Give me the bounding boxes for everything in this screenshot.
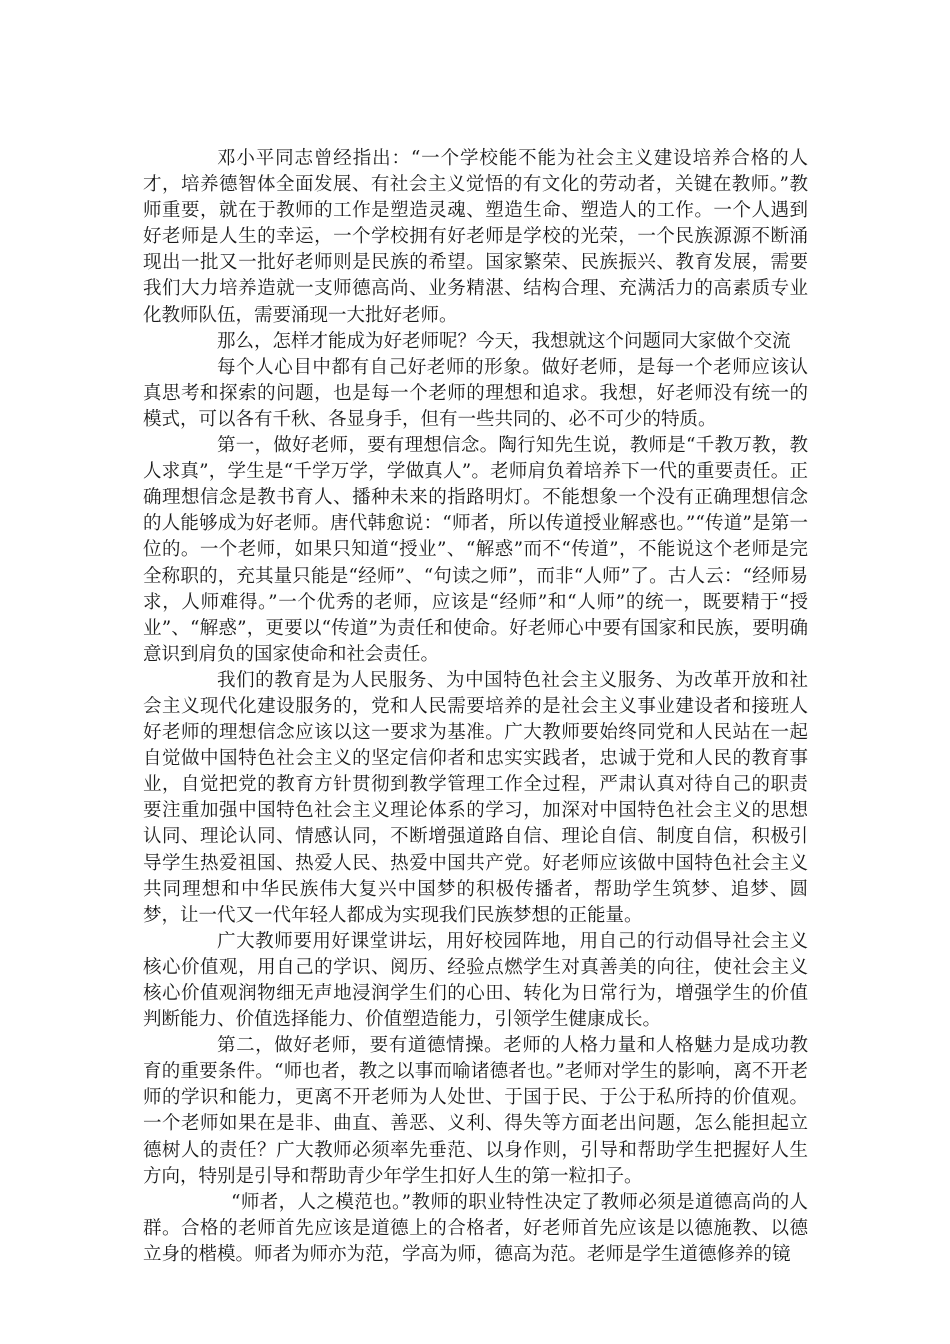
paragraph-3: 每个人心目中都有自己好老师的形象。做好老师，是每一个老师应该认真思考和探索的问题，也是每一个老师的理想和追求。我想，好老师没有统一的模式，可以各有千秋、各显身手，但有一些共同的、必不可少的特质。 (143, 356, 808, 430)
paragraph-7: 第二，做好老师，要有道德情操。老师的人格力量和人格魅力是成功教育的重要条件。“师也者，教之以事而喻诸德者也。”老师对学生的影响，离不开老师的学识和能力，更离不开老师为人处世、于国于民、于公于私所持的价值观。一个老师如果在是非、曲直、善恶、义利、得失等方面老出问题，怎么能担起立德树人的责任？广大教师必须率先垂范、以身作则，引导和帮助学生把握好人生方向，特别是引导和帮助青少年学生扣好人生的第一粒扣子。 (143, 1035, 808, 1187)
paragraph-8: “师者，人之模范也。”教师的职业特性决定了教师必须是道德高尚的人群。合格的老师首先应该是道德上的合格者，好老师首先应该是以德施教、以德立身的楷模。师者为师亦为范，学高为师，德高为范。老师是学生道德修养的镜 (143, 1191, 808, 1265)
paragraph-2: 那么，怎样才能成为好老师呢？今天，我想就这个问题同大家做个交流 (217, 330, 791, 352)
document-body (143, 146, 808, 1268)
paragraph-6: 广大教师要用好课堂讲坛，用好校园阵地，用自己的行动倡导社会主义核心价值观，用自己的学识、阅历、经验点燃学生对真善美的向往，使社会主义核心价值观润物细无声地浸润学生们的心田、转化为日常行为，增强学生的价值判断能力、价值选择能力、价值塑造能力，引领学生健康成长。 (143, 930, 808, 1031)
paragraph-4: 第一，做好老师，要有理想信念。陶行知先生说，教师是“千教万教，教人求真”，学生是“千学万学，学做真人”。老师肩负着培养下一代的重要责任。正确理想信念是教书育人、播种未来的指路明灯。不能想象一个没有正确理想信念的人能够成为好老师。唐代韩愈说：“师者，所以传道授业解惑也。”“传道”是第一位的。一个老师，如果只知道“授业”、“解惑”而不“传道”，不能说这个老师是完全称职的，充其量只能是“经师”、“句读之师”，而非“人师”了。古人云：“经师易求，人师难得。”一个优秀的老师，应该是“经师”和“人师”的统一，既要精于“授业”、“解惑”，更要以“传道”为责任和使命。好老师心中要有国家和民族，要明确意识到肩负的国家使命和社会责任。 (143, 435, 808, 665)
paragraph-1: 邓小平同志曾经指出：“一个学校能不能为社会主义建设培养合格的人才，培养德智体全面发展、有社会主义觉悟的有文化的劳动者，关键在教师。”教师重要，就在于教师的工作是塑造灵魂、塑造生命、塑造人的工作。一个人遇到好老师是人生的幸运，一个学校拥有好老师是学校的光荣，一个民族源源不断涌现出一批又一批好老师则是民族的希望。国家繁荣、民族振兴、教育发展，需要我们大力培养造就一支师德高尚、业务精湛、结构合理、充满活力的高素质专业化教师队伍，需要涌现一大批好老师。 (143, 148, 808, 326)
paragraph-5: 我们的教育是为人民服务、为中国特色社会主义服务、为改革开放和社会主义现代化建设服务的，党和人民需要培养的是社会主义事业建设者和接班人好老师的理想信念应该以这一要求为基准。广大教师要始终同党和人民站在一起自觉做中国特色社会主义的坚定信仰者和忠实实践者，忠诚于党和人民的教育事业，自觉把党的教育方针贯彻到教学管理工作全过程，严肃认真对待自己的职责要注重加强中国特色社会主义理论体系的学习，加深对中国特色社会主义的思想认同、理论认同、情感认同，不断增强道路自信、理论自信、制度自信，积极引导学生热爱祖国、热爱人民、热爱中国共产党。好老师应该做中国特色社会主义共同理想和中华民族伟大复兴中国梦的积极传播者，帮助学生筑梦、追梦、圆梦，让一代又一代年轻人都成为实现我们民族梦想的正能量。 (143, 669, 808, 926)
